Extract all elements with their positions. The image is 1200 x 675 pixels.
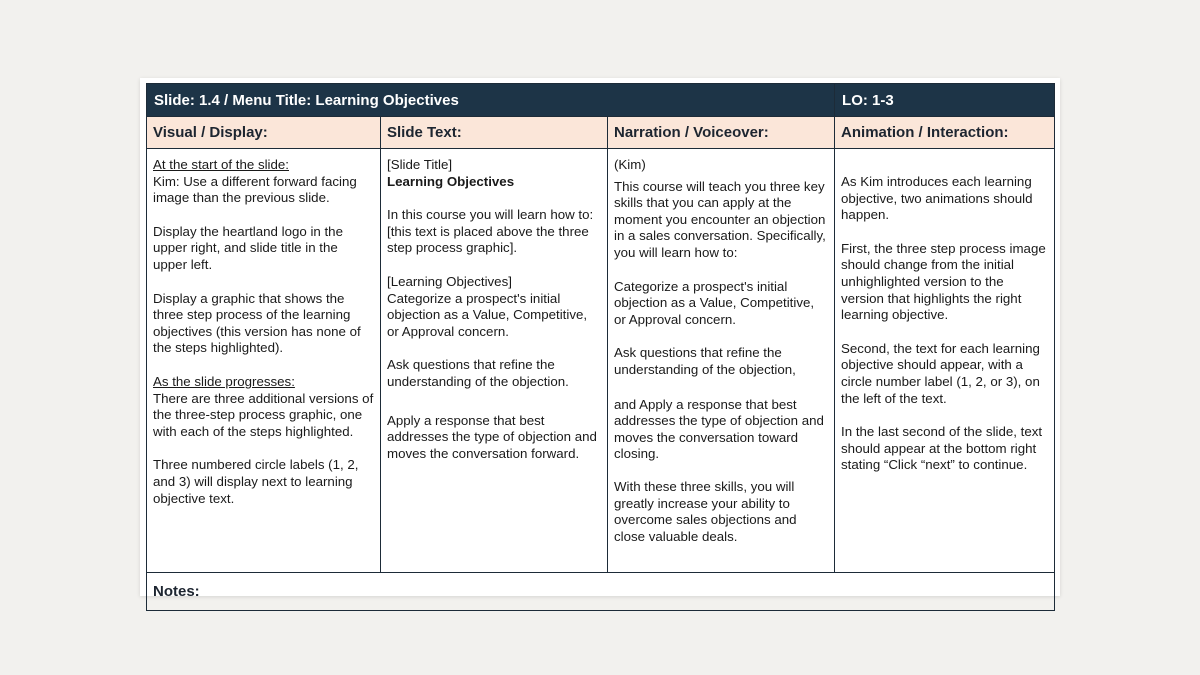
storyboard-card	[140, 78, 1060, 600]
visual-cell	[147, 149, 381, 573]
narration-p3: and Apply a response that best addresses the type of objection and moves the conversation toward closing.	[614, 396, 824, 462]
column-header-row	[147, 117, 1055, 149]
storyboard-table	[146, 83, 1055, 611]
visual-labels-text: Three numbered circle labels (1, 2, and 3) will display next to learning objective text.	[153, 457, 359, 506]
narration-speaker: (Kim)	[614, 157, 646, 172]
col-header-animation: Animation / Interaction:	[835, 117, 1055, 149]
animation-cell	[835, 149, 1055, 573]
lo-tag: [Learning Objectives]	[387, 273, 512, 289]
lo-range: LO: 1-3	[835, 84, 1055, 117]
narration-intro: This course will teach you three key skills that you can apply at the moment you encounter an objection in a sales conversation. Specifically, you will learn how to:	[614, 178, 826, 260]
animation-p4: In the last second of the slide, text should appear at the bottom right stating “Click “next” to continue.	[841, 424, 1043, 473]
narration-p2: Ask questions that refine the understanding of the objection,	[614, 345, 796, 377]
notes-row	[147, 573, 1055, 611]
visual-graphic-text: Display a graphic that shows the three step process of the learning objectives (this version has none of the steps highlighted).	[153, 290, 361, 356]
col-header-slide-text: Slide Text:	[381, 117, 608, 149]
narration-cell	[608, 149, 835, 573]
content-row	[147, 149, 1055, 573]
slide-title: Learning Objectives	[387, 173, 515, 189]
visual-start-heading: At the start of the slide:	[153, 157, 289, 172]
lo-item-2: Ask questions that refine the understanding of the objection.	[387, 357, 569, 389]
lo-item-1: Categorize a prospect's initial objection as a Value, Competitive, or Approval concern.	[387, 290, 588, 339]
animation-p3: Second, the text for each learning objective should appear, with a circle number label (1, 2, or 3), on the left of the text.	[841, 340, 1040, 406]
animation-p2: First, the three step process image should change from the initial unhighlighted version to the version that highlights the right learning objective.	[841, 240, 1046, 323]
slide-intro: In this course you will learn how to: [this text is placed above the three step process graphic].	[387, 207, 594, 256]
slide-text-cell	[381, 149, 608, 573]
visual-logo-text: Display the heartland logo in the upper right, and slide title in the upper left.	[153, 223, 343, 272]
narration-p4: With these three skills, you will greatly increase your ability to overcome sales objections and close valuable deals.	[614, 478, 797, 544]
title-row	[147, 84, 1055, 117]
animation-p1: As Kim introduces each learning objective, two animations should happen.	[841, 174, 1033, 223]
notes-label: Notes:	[147, 573, 1055, 611]
visual-progress-heading: As the slide progresses:	[153, 373, 295, 389]
slide-title-tag: [Slide Title]	[387, 157, 453, 172]
visual-progress-text: There are three additional versions of the three-step process graphic, one with each of the steps highlighted.	[153, 390, 374, 439]
col-header-visual: Visual / Display:	[147, 117, 381, 149]
visual-start-text: Kim: Use a different forward facing image than the previous slide.	[153, 173, 357, 206]
slide-info: Slide: 1.4 / Menu Title: Learning Objectives	[147, 84, 835, 117]
col-header-narration: Narration / Voiceover:	[608, 117, 835, 149]
lo-item-3: Apply a response that best addresses the type of objection and moves the conversation forward.	[387, 412, 597, 461]
narration-p1: Categorize a prospect's initial objection as a Value, Competitive, or Approval concern.	[614, 278, 815, 327]
